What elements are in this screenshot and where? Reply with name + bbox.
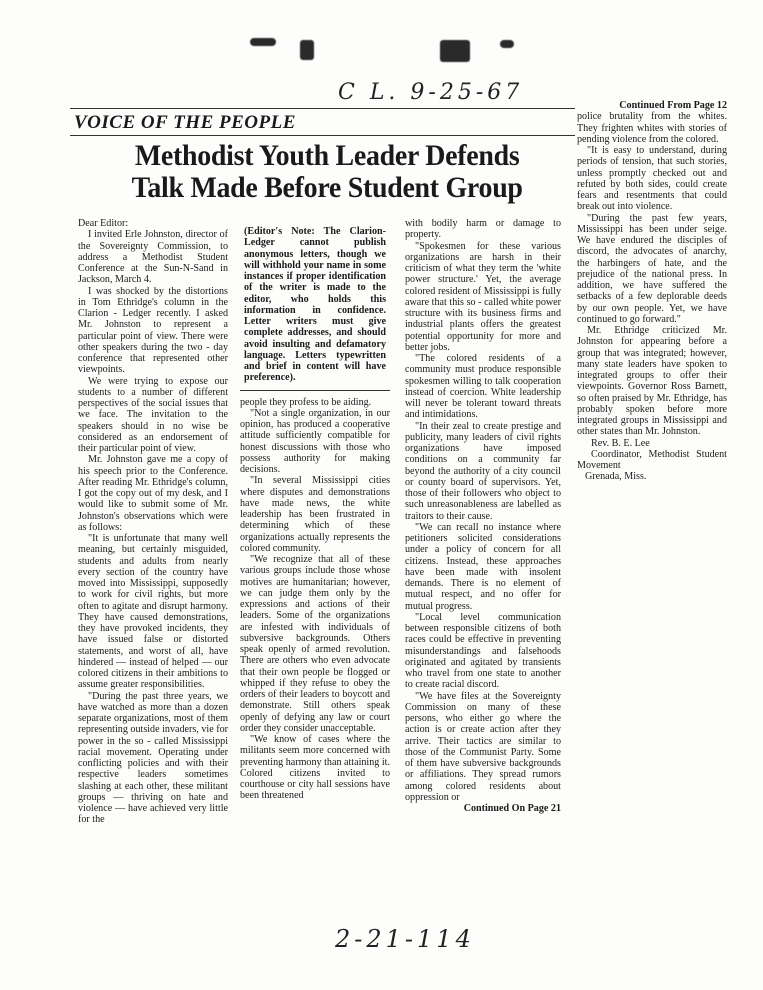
- paragraph: I invited Erle Johnston, director of the Sovereignty Commission, to address a Methodist Student Conference at the Sun-N-Sand in Jackson, March 4.: [78, 229, 228, 286]
- paragraph: "Not a single organization, in our opinion, has produced a cooperative attitude sufficiently compatible for honest discussions with those who possess authority for making decisions.: [240, 407, 390, 475]
- signature-title: Coordinator, Methodist Student Movement: [577, 448, 727, 471]
- paragraph: police brutality from the whites. They frighten whites with stories of pending violence from the colored.: [577, 111, 727, 145]
- paragraph: "During the past few years, Mississippi has been under seige. We have endured the disciples of discord, the advocates of anarchy, the harbingers of hate, and the prejudice of the national press. In addition, we have suffered the setbacks of a few deplorable deeds by our own people. Yet, we have continued to go forward.": [577, 212, 727, 325]
- paragraph: We were trying to expose our students to a number of different perspectives of the social issues that we face. The invitation to the speakers should in no wise be considered as an endorsement of their particular point of view.: [78, 375, 228, 454]
- paragraph: "We have files at the Sovereignty Commission on many of these persons, who either go where the action is or create action after they arrive. Their tactics are similar to those of the Communist Party. Some of them have subversive backgrounds or affiliations. They spread rumors among colored residents about oppression or: [405, 690, 561, 803]
- column-3: [405, 218, 561, 814]
- paragraph: Mr. Johnston gave me a copy of his speech prior to the Conference. After reading Mr. Ethridge's column, I got the copy out of my desk, and I would like to submit some of Mr. Johnston's observations which were as follows:: [78, 454, 228, 533]
- paragraph: "In their zeal to create prestige and publicity, many leaders of civil rights organizations have imposed conditions on a community far beyond the authority of a city council or county board of supervisors. Yet, those of their followers who object to such unreasonableness are labelled as traitors to their cause.: [405, 420, 561, 522]
- continued-from-label: Continued From Page 12: [619, 100, 727, 111]
- editor-note: (Editor's Note: The Clarion-Ledger cannot publish anonymous letters, though we will withhold your name in some instances if proper identification of the writer is made to the editor, who holds this information in confidence. Letter writers must give complete addresses, and should avoid insulting and defamatory language. Letters typewritten and brief in content will have preference).: [240, 222, 390, 391]
- signature: Rev. B. E. Lee: [591, 437, 650, 449]
- paragraph: "It is easy to understand, during periods of tension, that such stories, unless promptly checked out and refuted by both sides, could create fears and resentments that could break out into violence.: [577, 145, 727, 213]
- paragraph: "Spokesmen for these various organizations are harsh in their criticism of what they term the 'white power structure.' Yet, the average colored resident of Mississippi is fully aware that this so - called white power structure with its business firms and industrial plants offers the greatest potential opportunity for more and better jobs.: [405, 240, 561, 353]
- column-4: [577, 100, 727, 483]
- punch-hole-smudge-left: [250, 38, 276, 46]
- paragraph: Mr. Ethridge criticized Mr. Johnston for appearing before a group that was integrated; however, many state leaders have spoken to integrated groups to offer their viewpoints. Governor Ross Barnett, so often praised by Mr. Ethridge, has probably spoken before more integrated groups in Mississippi and other states than Mr. Johnston.: [577, 325, 727, 438]
- paragraph: "During the past three years, we have watched as more than a dozen separate organizations, most of them representing outside invaders, vie for power in the so - called Mississippi racial movement. Operating under conflicting policies and with their respective leaders sometimes slashing at each other, these militant groups — thriving on hate and violence — have achieved very little for the: [78, 690, 228, 826]
- paragraph: I was shocked by the distortions in Tom Ethridge's column in the Clarion - Ledger recently. I asked Mr. Johnston to represent a particular point of view. There were other speakers during the two - day conference that represented other viewpoints.: [78, 285, 228, 376]
- section-title: VOICE OF THE PEOPLE: [74, 112, 296, 133]
- paragraph: "We can recall no instance where petitioners solicited considerations under a policy of concern for all citizens. Instead, these approaches have been made with insolent demands. There is no element of mutual respect, and no offer for mutual progress.: [405, 521, 561, 612]
- continued-on-label: Continued On Page 21: [463, 803, 561, 814]
- headline-line-1: Methodist Youth Leader Defends: [134, 139, 520, 172]
- paragraph: "We recognize that all of these various groups include those whose motives are humanitarian; however, we can judge them only by the expressions and actions of their leaders. Some of the organizations are infested with individuals of subversive backgrounds. Others speak openly of armed revolution. There are others who even advocate that their own people be flogged or whipped if they refuse to obey the orders of their leaders to boycott and demonstrate. Still others speak openly of defying any law or court order they consider unacceptable.: [240, 554, 390, 734]
- punch-hole-smudge-right-2: [500, 40, 514, 48]
- paragraph: with bodily harm or damage to property.: [405, 218, 561, 241]
- paragraph: "Local level communication between responsible citizens of both races could be effective in preventing misunderstandings and falsehoods originated and agitated by transients who travel from one state to another to create racial discord.: [405, 611, 561, 691]
- paragraph: "We know of cases where the militants seem more concerned with preventing harmony than attaining it. Colored citizens invited to courthouse or city hall sessions have been threatened: [240, 734, 390, 802]
- paragraph: "In several Mississippi cities where disputes and demonstrations have made news, the white leadership has been frustrated in determining which of these organizations actually represents the colored community.: [240, 475, 390, 554]
- punch-hole-smudge-left-2: [300, 40, 314, 60]
- section-top-rule: [70, 108, 575, 109]
- paragraph: "It is unfortunate that many well meaning, but certainly misguided, students and adults from nearly every section of the country have moved into Mississippi, supposedly to work for civil rights, but more often to agitate and disrupt harmony. They have caused demonstrations, they have provoked incidents, they have issued false or distorted statements, and worst of all, have hindered — instead of helped — our colored citizens in their ambitions to assume greater responsibilities.: [78, 533, 228, 691]
- signature-city: Grenada, Miss.: [585, 471, 647, 483]
- handwritten-date: C L. 9-25-67: [338, 80, 524, 105]
- paragraph: people they profess to be aiding.: [240, 396, 372, 408]
- salutation: Dear Editor:: [78, 218, 129, 229]
- headline: [90, 140, 564, 204]
- column-2: [240, 222, 390, 802]
- punch-hole-smudge-right: [440, 40, 470, 62]
- paragraph: "The colored residents of a community must produce responsible spokesmen willing to talk cooperation instead of coercion. White leadership will never be tolerant toward threats and intimidations.: [405, 353, 561, 421]
- handwritten-file-number: 2-21-114: [335, 925, 475, 953]
- column-1: [78, 218, 228, 826]
- section-bottom-rule: [70, 135, 575, 136]
- headline-line-2: Talk Made Before Student Group: [131, 171, 523, 204]
